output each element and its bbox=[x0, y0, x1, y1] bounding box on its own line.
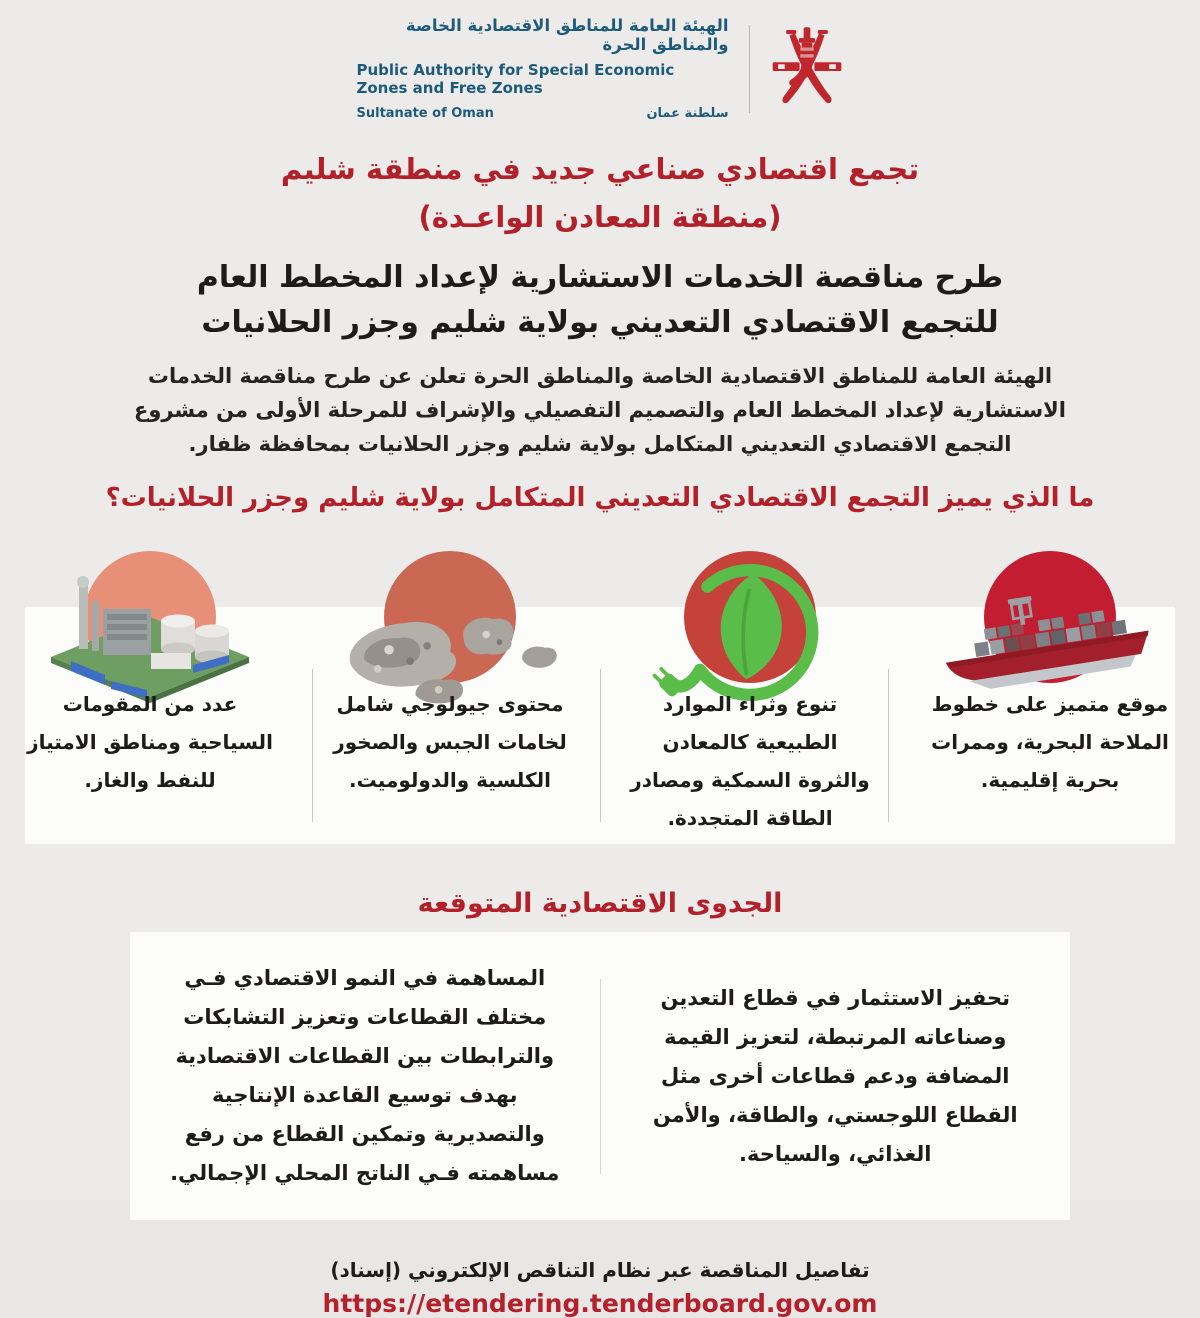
features-section bbox=[0, 551, 1200, 844]
tender-details-note: تفاصيل المناقصة عبر نظام التناقص الإلكتروني (إسناد) bbox=[330, 1258, 870, 1282]
main-title-line2: (منطقة المعادن الواعـدة) bbox=[418, 200, 782, 234]
benefits-box bbox=[130, 932, 1070, 1220]
org-name-arabic: الهيئة العامة للمناطق الاقتصادية الخاصة والمناطق الحرة bbox=[405, 16, 729, 54]
tender-url-link[interactable]: https://etendering.tenderboard.gov.om bbox=[322, 1289, 878, 1318]
country-line bbox=[357, 106, 729, 121]
feature-natural-resources bbox=[600, 551, 900, 844]
header-divider bbox=[749, 25, 750, 113]
announcement-paragraph: الهيئة العامة للمناطق الاقتصادية الخاصة والمناطق الحرة تعلن عن طرح مناقصة الخدمات الاستشارية لإعداد المخطط العام والتصميم التفصيلي والإشراف للمرحلة الأولى من مشروع التجمع الاقتصادي التعديني المتكامل بولاية شليم وجزر الحلانيات بمحافظة ظفار. bbox=[133, 364, 1067, 456]
footer bbox=[0, 1258, 1200, 1318]
main-title bbox=[0, 145, 1200, 241]
country-english: Sultanate of Oman bbox=[356, 106, 494, 121]
feature-text: تنوع وثراء الموارد الطبيعية كالمعادن والثروة السمكية ومصادر الطاقة المتجددة. bbox=[630, 692, 870, 830]
org-name-english: Public Authority for Special Economic Zones and Free Zones bbox=[356, 61, 675, 97]
benefits-heading: الجدوى الاقتصادية المتوقعة bbox=[417, 888, 783, 919]
feature-text: محتوى جيولوجي شامل لخامات الجبس والصخور الكلسية والدولوميت. bbox=[333, 692, 567, 792]
feature-geology bbox=[300, 551, 600, 844]
main-title-line1: تجمع اقتصادي صناعي جديد في منطقة شليم bbox=[280, 152, 920, 186]
benefit-investment: تحفيز الاستثمار في قطاع التعدين وصناعاته المرتبطة، لتعزيز القيمة المضافة ودعم قطاعات أخرى مثل القطاع اللوجستي، والطاقة، والأمن الغذائي، والسياحة. bbox=[600, 979, 1071, 1174]
benefit-economic-growth: المساهمة في النمو الاقتصادي فـي مختلف القطاعات وتعزيز التشابكات والترابطات بين القطاعات الاقتصادية بهدف توسيع القاعدة الإنتاجية والتصديرية وتمكين القطاع من رفع مساهمته فـي الناتج المحلي الإجمالي. bbox=[170, 966, 560, 1185]
header bbox=[0, 0, 1200, 121]
feature-text: عدد من المقومات السياحية ومناطق الامتياز للنفط والغاز. bbox=[27, 692, 273, 792]
feature-tourism-oil-gas bbox=[0, 551, 300, 844]
feature-text: موقع متميز على خطوط الملاحة البحرية، وممرات بحرية إقليمية. bbox=[931, 692, 1169, 792]
features-heading: ما الذي يميز التجمع الاقتصادي التعديني المتكامل بولاية شليم وجزر الحلانيات؟ bbox=[105, 483, 1095, 513]
feature-maritime-location bbox=[900, 551, 1200, 844]
country-arabic: سلطنة عمان bbox=[646, 106, 729, 121]
container-ship-icon bbox=[936, 579, 1164, 697]
tender-heading: طرح مناقصة الخدمات الاستشارية لإعداد المخطط العام للتجمع الاقتصادي التعديني بولاية شليم وجزر الحلانيات bbox=[196, 260, 1004, 340]
org-identity bbox=[357, 16, 729, 121]
oman-national-emblem-icon bbox=[770, 21, 844, 117]
